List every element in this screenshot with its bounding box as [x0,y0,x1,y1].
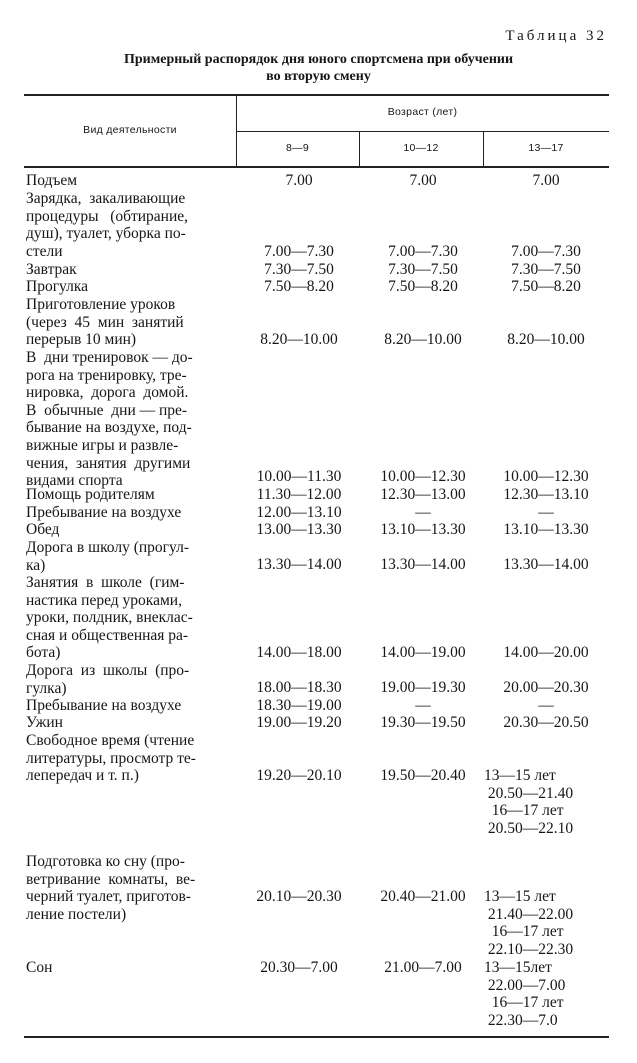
time-cell: — [415,697,431,714]
time-cell: 21.00—7.00 [384,959,462,976]
time-cell: 8.20—10.00 [260,331,338,348]
time-cell: 20.30—20.50 [503,714,589,731]
activity-cell: Ужин [26,714,63,731]
header-age-group: Возраст (лет) [387,106,458,118]
time-cell: 7.00 [409,172,437,189]
time-cell: 10.00—12.30 [503,468,589,485]
activity-cell: Занятия в школе (гим- настика перед уроками, уроки, полдник, внеклас- сная и общественная ра- бота) [26,574,193,662]
time-cell: 7.30—7.50 [511,261,581,278]
time-cell: — [538,504,554,521]
time-cell: 7.00 [532,172,560,189]
activity-cell: Пребывание на воздухе [26,697,182,714]
time-cell: 14.00—20.00 [503,644,589,661]
time-cell: 13.30—14.00 [380,556,466,573]
activity-cell: Зарядка, закаливающие процедуры (обтирание, душ), туалет, уборка по- стели [26,190,189,260]
activity-cell: Помощь родителям [26,486,155,503]
activity-cell: Сон [26,959,53,976]
time-cell: — [415,504,431,521]
time-cell: 7.30—7.50 [388,261,458,278]
time-cell: 13—15 лет 21.40—22.00 16—17 лет 22.10—22.30 [484,888,574,958]
time-cell: 13.30—14.00 [256,556,342,573]
time-cell: 12.00—13.10 [256,504,342,521]
time-cell: 13.00—13.30 [256,521,342,538]
activity-cell: Пребывание на воздухе [26,504,182,521]
time-cell: 13.10—13.30 [380,521,466,538]
time-cell: 13.30—14.00 [503,556,589,573]
time-cell: 19.20—20.10 [256,767,342,784]
time-cell: 7.00 [285,172,313,189]
time-cell: 19.50—20.40 [380,767,466,784]
table-title [0,51,637,85]
time-cell: 20.40—21.00 [380,888,466,905]
activity-cell: Подготовка ко сну (про- ветривание комнаты, ве- черний туалет, приготов- ление постели) [26,853,196,923]
header-age-10-12: 10—12 [403,142,439,154]
header-age-8-9: 8—9 [285,142,310,154]
time-cell: 10.00—11.30 [256,468,342,485]
header-bottom-rule [24,166,609,168]
time-cell: 11.30—12.00 [256,486,342,503]
activity-cell: Завтрак [26,261,77,278]
activity-cell: Обед [26,521,60,538]
time-cell: 12.30—13.10 [503,486,589,503]
activity-cell: Дорога из школы (про- гулка) [26,662,190,697]
time-cell: 7.30—7.50 [264,261,334,278]
table-number: Таблица 32 [505,28,607,44]
activity-cell: Прогулка [26,278,89,295]
header-activity: Вид деятельности [83,124,177,136]
time-cell: 20.30—7.00 [260,959,338,976]
time-cell: 19.30—19.50 [380,714,466,731]
activity-cell: Свободное время (чтение литературы, просмотр те- лепередач и т. п.) [26,732,196,785]
age-group-rule [236,131,609,132]
time-cell: 7.50—8.20 [264,278,334,295]
time-cell: 14.00—18.00 [256,644,342,661]
time-cell: 18.00—18.30 [256,679,342,696]
time-cell: 18.30—19.00 [256,697,342,714]
time-cell: 12.30—13.00 [380,486,466,503]
time-cell: 7.00—7.30 [511,243,581,260]
table-top-rule [24,94,609,96]
time-cell: 7.50—8.20 [388,278,458,295]
time-cell: 8.20—10.00 [384,331,462,348]
time-cell: 20.00—20.30 [503,679,589,696]
title-line-1: Примерный распорядок дня юного спортсмена при обучении [123,52,514,67]
title-line-2: во вторую смену [266,69,371,84]
activity-cell: Приготовление уроков (через 45 мин занятий перерыв 10 мин) [26,296,184,349]
time-cell: 13—15 лет 20.50—21.40 16—17 лет 20.50—22.10 [484,767,574,837]
activity-cell: Подъем [26,172,78,189]
time-cell: 7.50—8.20 [511,278,581,295]
table-bottom-rule [24,1036,609,1038]
header-divider-activity [236,94,237,167]
time-cell: 7.00—7.30 [388,243,458,260]
activity-cell: В дни тренировок — до- рога на тренировку, тре- нировка, дорога домой. В обычные дни — пре- бывание на воздухе, под- вижные игры и развле- чения, занятия другими видами спорта [26,349,193,490]
time-cell: 14.00—19.00 [380,644,466,661]
time-cell: 19.00—19.30 [380,679,466,696]
header-age-13-17: 13—17 [528,142,564,154]
time-cell: 19.00—19.20 [256,714,342,731]
time-cell: 8.20—10.00 [507,331,585,348]
time-cell: 10.00—12.30 [380,468,466,485]
time-cell: — [538,697,554,714]
time-cell: 7.00—7.30 [264,243,334,260]
time-cell: 13—15лет 22.00—7.00 16—17 лет 22.30—7.0 [484,959,566,1029]
activity-cell: Дорога в школу (прогул- ка) [26,539,189,574]
time-cell: 20.10—20.30 [256,888,342,905]
time-cell: 13.10—13.30 [503,521,589,538]
